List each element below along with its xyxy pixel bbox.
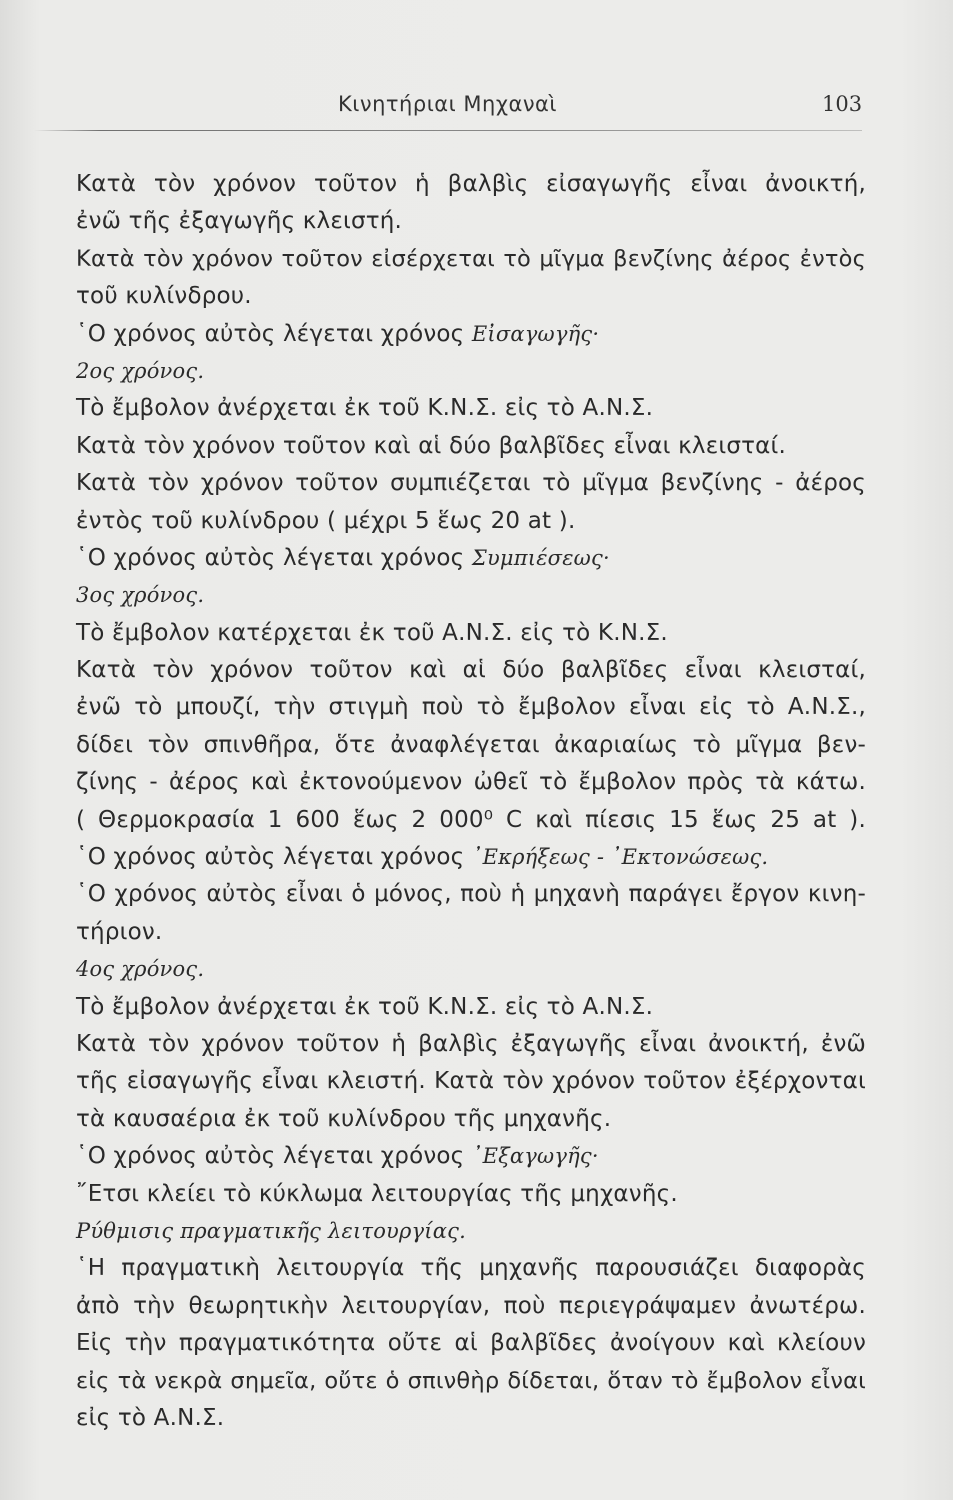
text-line <box>76 540 876 577</box>
text-line: ἐντὸς τοῦ κυλίνδρου ( μέχρι 5 ἕως 20 at ). <box>76 507 576 534</box>
text-line: Κατὰ τὸν χρόνον τοῦτον εἰσέρχεται τὸ μῖγμα βενζίνης ἀέρος ἐντὸς <box>76 245 866 272</box>
text-line: Κατὰ τὸν χρόνον τοῦτον ἡ βαλβὶς εἰσαγωγῆς εἶναι ἀνοικτή, <box>76 171 866 197</box>
term-italic: ᾿Εκρήξεως - ᾿Εκτονώσεως. <box>471 845 769 870</box>
text-line: Εἰς τὴν πραγματικότητα οὔτε αἱ βαλβῖδες ἀνοίγουν καὶ κλείουν <box>76 1330 866 1357</box>
text-line: Κατὰ τὸν χρόνον τοῦτον καὶ αἱ δύο βαλβῖδες εἶναι κλεισταί. <box>76 432 787 459</box>
text-line: δίδει τὸν σπινθῆρα, ὅτε ἀναφλέγεται ἀκαριαίως τὸ μῖγμα βεν- <box>76 731 866 758</box>
text-line <box>76 839 876 876</box>
section-heading: 2ος χρόνος. <box>76 358 205 383</box>
text-line: ( Θερμοκρασία 1 600 ἕως 2 000⁰ C καὶ πίεσις 15 ἕως 25 at ). <box>76 806 866 833</box>
text-line: τὰ καυσαέρια ἐκ τοῦ κυλίνδρου τῆς μηχανῆς. <box>76 1105 612 1132</box>
page-header <box>0 92 953 126</box>
text-line: Κατὰ τὸν χρόνον τοῦτον συμπιέζεται τὸ μῖγμα βενζίνης - ἀέρος <box>76 470 866 497</box>
text-segment: ῾Ο χρόνος αὐτὸς λέγεται χρόνος <box>76 1143 465 1170</box>
text-line: ῎Ετσι κλείει τὸ κύκλωμα λειτουργίας τῆς μηχανῆς. <box>76 1180 678 1207</box>
header-rule <box>34 130 862 131</box>
text-line: τῆς εἰσαγωγῆς εἶναι κλειστή. Κατὰ τὸν χρόνον τοῦτον ἐξέρχονται <box>76 1068 866 1095</box>
term-italic: Συμπιέσεως· <box>471 545 610 570</box>
section-heading: 3ος χρόνος. <box>76 583 205 608</box>
text-segment: ῾Ο χρόνος αὐτὸς λέγεται χρόνος <box>76 544 465 571</box>
page-number: 103 <box>822 92 863 116</box>
text-line: ῾Η πραγματικὴ λειτουργία τῆς μηχανῆς παρουσιάζει διαφορὰς <box>76 1255 866 1282</box>
text-line <box>76 1138 876 1175</box>
text-segment: ῾Ο χρόνος αὐτὸς λέγεται χρόνος <box>76 320 465 347</box>
text-line: ἐνῶ τῆς ἐξαγωγῆς κλειστή. <box>76 208 403 235</box>
text-segment: ῾Ο χρόνος αὐτὸς λέγεται χρόνος <box>76 844 465 871</box>
text-line: τήριον. <box>76 918 163 945</box>
term-italic: ᾿Εξαγωγῆς· <box>471 1144 599 1169</box>
text-line: ῾Ο χρόνος αὐτὸς εἶναι ὁ μόνος, ποὺ ἡ μηχανὴ παράγει ἔργον κινη- <box>76 881 866 908</box>
term-italic: Εἰσαγωγῆς· <box>471 321 600 346</box>
text-line: εἰς τὸ Α.Ν.Σ. <box>76 1404 225 1431</box>
text-line: ἐνῶ τὸ μπουζί, τὴν στιγμὴ ποὺ τὸ ἔμβολον εἶναι εἰς τὸ Α.Ν.Σ., <box>76 694 866 721</box>
section-heading: Ρύθμισις πραγματικῆς λειτουργίας. <box>76 1218 466 1243</box>
section-heading: 4ος χρόνος. <box>76 957 205 982</box>
text-line: ἀπὸ τὴν θεωρητικὴν λειτουργίαν, ποὺ περιεγράψαμεν ἀνωτέρω. <box>76 1292 866 1319</box>
text-line <box>76 316 876 353</box>
text-line: Τὸ ἔμβολον ἀνέρχεται ἐκ τοῦ Κ.Ν.Σ. εἰς τὸ Α.Ν.Σ. <box>76 993 654 1020</box>
text-line: τοῦ κυλίνδρου. <box>76 283 252 310</box>
text-line: Τὸ ἔμβολον κατέρχεται ἐκ τοῦ Α.Ν.Σ. εἰς τὸ Κ.Ν.Σ. <box>76 619 668 646</box>
text-line: ζίνης - ἀέρος καὶ ἐκτονούμενον ὠθεῖ τὸ ἔμβολον πρὸς τὰ κάτω. <box>76 769 866 796</box>
running-title: Κινητήριαι Μηχαναὶ <box>338 92 558 116</box>
page-body <box>76 166 876 1437</box>
text-line: Τὸ ἔμβολον ἀνέρχεται ἐκ τοῦ Κ.Ν.Σ. εἰς τὸ Α.Ν.Σ. <box>76 395 654 422</box>
text-line: Κατὰ τὸν χρόνον τοῦτον ἡ βαλβὶς ἐξαγωγῆς εἶναι ἀνοικτή, ἐνῶ <box>76 1030 866 1057</box>
text-line: Κατὰ τὸν χρόνον τοῦτον καὶ αἱ δύο βαλβῖδες εἶναι κλεισταί, <box>76 657 866 684</box>
text-line: εἰς τὰ νεκρὰ σημεῖα, οὔτε ὁ σπινθὴρ δίδεται, ὅταν τὸ ἔμβολον εἶναι <box>76 1367 866 1394</box>
